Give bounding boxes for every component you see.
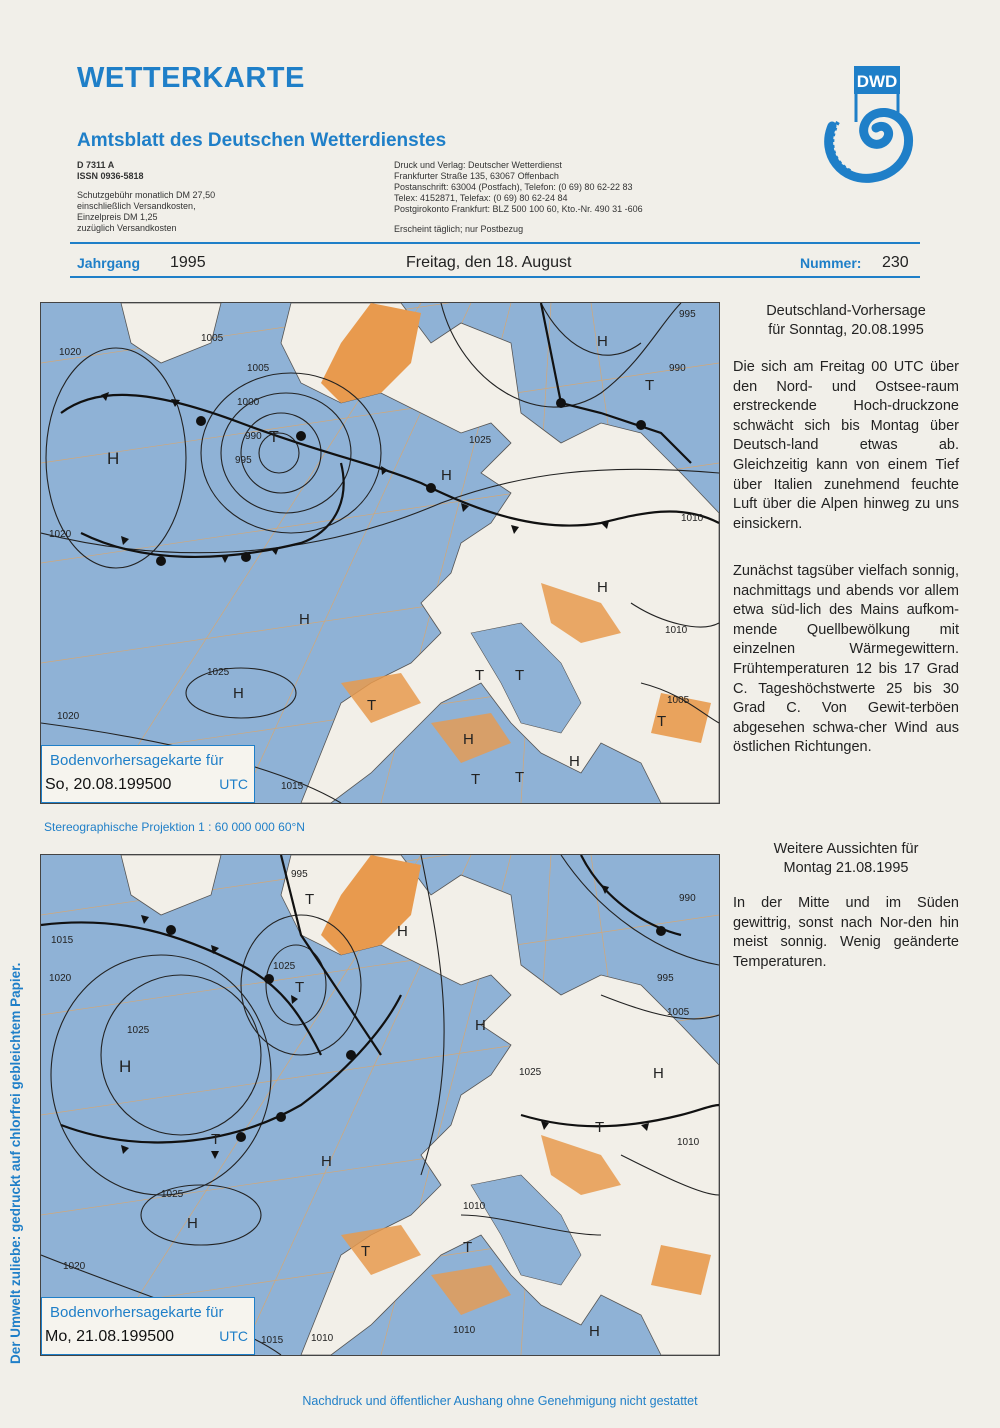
high-pressure-marker: H	[597, 579, 608, 596]
code-number: D 7311 A	[77, 160, 115, 170]
page-title: WETTERKARTE	[77, 62, 305, 94]
publisher-line: Frankfurter Straße 135, 63067 Offenbach	[394, 171, 559, 181]
isobar-label: 1005	[247, 363, 270, 374]
high-pressure-marker: H	[107, 449, 120, 468]
isobar-label: 1005	[667, 1007, 690, 1018]
isobar-label: 1010	[453, 1325, 476, 1336]
low-pressure-marker: T	[269, 429, 279, 446]
issue-date: Freitag, den 18. August	[406, 254, 572, 271]
map-caption-hour: 00	[153, 776, 172, 793]
high-pressure-marker: H	[441, 467, 452, 484]
high-pressure-marker: H	[397, 923, 408, 940]
nummer-value: 230	[882, 254, 909, 271]
map-caption-date	[45, 776, 171, 794]
isobar-label: 1015	[261, 1335, 284, 1346]
publisher-line: Telex: 4152871, Telefax: (0 69) 80 62-24 84	[394, 193, 568, 203]
map-caption-box	[41, 1297, 255, 1355]
isobar-label: 1010	[677, 1137, 700, 1148]
isobar-label: 995	[657, 973, 674, 984]
isobar-label: 1010	[665, 625, 688, 636]
isobar-label: 1020	[59, 347, 82, 358]
isobar-label: 1020	[63, 1261, 86, 1272]
nummer-label: Nummer:	[800, 255, 862, 271]
publisher-line: Postgirokonto Frankfurt: BLZ 500 100 60, Kto.-Nr. 490 31 -606	[394, 204, 643, 214]
low-pressure-marker: T	[475, 667, 485, 684]
forecast-heading	[733, 302, 959, 340]
isobar-label: 1025	[273, 961, 296, 972]
forecast-paragraph: Die sich am Freitag 00 UTC über den Nord- und Ostsee-raum erstreckende Hoch-druckzone schwächt sich bis Montag über Deutsch-land etwas ab. Gleichzeitig kann von einem Tief über Italien zunehmend feuchte Luft über die Alpen hinweg zu uns einsickern.	[733, 359, 959, 532]
low-pressure-marker: T	[463, 1239, 473, 1256]
high-pressure-marker: H	[597, 333, 608, 350]
isobar-label: 1025	[161, 1189, 184, 1200]
map-caption-title: Bodenvorhersagekarte für	[50, 752, 224, 769]
map-caption-date	[45, 1328, 174, 1346]
isobar-label: 1025	[207, 667, 230, 678]
header-rule	[70, 276, 920, 278]
isobar-label: 1015	[51, 935, 74, 946]
fee-line: einschließlich Versandkosten,	[77, 201, 196, 211]
isobar-label: 1010	[463, 1201, 486, 1212]
fee-line: zuzüglich Versandkosten	[77, 223, 177, 233]
low-pressure-marker: T	[305, 891, 315, 908]
low-pressure-marker: T	[367, 697, 377, 714]
high-pressure-marker: H	[233, 685, 244, 702]
dwd-logo	[812, 64, 920, 188]
isobar-label: 1005	[667, 695, 690, 706]
page-subtitle: Amtsblatt des Deutschen Wetterdienstes	[77, 130, 447, 151]
isobar-label: 1025	[127, 1025, 150, 1036]
outlook-paragraph: In der Mitte und im Süden gewittrig, sonst nach Nor-den hin meist sonnig. Wenig geänderte Temperaturen.	[733, 895, 959, 970]
fee-line: Einzelpreis DM 1,25	[77, 212, 158, 222]
low-pressure-marker: T	[657, 713, 667, 730]
forecast-paragraph: Zunächst tagsüber vielfach sonnig, nachmittags und abends vor allem etwa süd-lich des Mains aufkom-mende Quellbewölkung mit einzelnen Wärmegewittern. Frühtemperaturen 12 bis 17 Grad C. Tageshöchstwerte 25 bis 30 Grad C. Von Gewit-terböen abgesehen schwa-cher Wind aus östlichen Richtungen.	[733, 563, 959, 756]
map-caption-utc: UTC	[219, 776, 248, 792]
outlook-heading	[733, 840, 959, 878]
isobar-label: 990	[669, 363, 686, 374]
low-pressure-marker: T	[515, 769, 525, 786]
map-caption-title: Bodenvorhersagekarte für	[50, 1304, 224, 1321]
low-pressure-marker: T	[515, 667, 525, 684]
isobar-label: 1020	[49, 973, 72, 984]
map-caption-day: So, 20.08.1995	[45, 776, 154, 793]
projection-note: Stereographische Projektion 1 : 60 000 000 60°N	[44, 820, 305, 834]
high-pressure-marker: H	[653, 1065, 664, 1082]
jahrgang-value: 1995	[170, 254, 206, 271]
high-pressure-marker: H	[187, 1215, 198, 1232]
high-pressure-marker: H	[119, 1057, 132, 1076]
map-caption-box	[41, 745, 255, 803]
isobar-label: 1005	[201, 333, 224, 344]
fee-line: Schutzgebühr monatlich DM 27,50	[77, 190, 216, 200]
reprint-notice: Nachdruck und öffentlicher Aushang ohne Genehmigung nicht gestattet	[302, 1394, 698, 1408]
low-pressure-marker: T	[295, 979, 305, 996]
high-pressure-marker: H	[299, 611, 310, 628]
isobar-label: 990	[679, 893, 696, 904]
high-pressure-marker: H	[569, 753, 580, 770]
high-pressure-marker: H	[321, 1153, 332, 1170]
frequency-note: Erscheint täglich; nur Postbezug	[394, 224, 524, 234]
recycled-paper-note: Der Umwelt zuliebe: gedruckt auf chlorfrei gebleichtem Papier.	[8, 962, 23, 1364]
high-pressure-marker: H	[463, 731, 474, 748]
fee-info	[77, 190, 215, 234]
outlook-heading-line: Weitere Aussichten für	[773, 841, 919, 857]
low-pressure-marker: T	[361, 1243, 371, 1260]
isobar-label: 990	[245, 431, 262, 442]
isobar-label: 1025	[519, 1067, 542, 1078]
outlook-heading-line: Montag 21.08.1995	[783, 860, 909, 876]
isobar-label: 1020	[57, 711, 80, 722]
header-rule	[70, 242, 920, 244]
publisher-line: Postanschrift: 63004 (Postfach), Telefon: (0 69) 80 62-22 83	[394, 182, 633, 192]
low-pressure-marker: T	[211, 1131, 221, 1148]
isobar-label: 1015	[281, 781, 304, 792]
map-caption-day: Mo, 21.08.1995	[45, 1328, 157, 1345]
forecast-heading-line: für Sonntag, 20.08.1995	[768, 322, 924, 338]
forecast-heading-line: Deutschland-Vorhersage	[766, 303, 926, 319]
high-pressure-marker: H	[475, 1017, 486, 1034]
map-drawing	[41, 303, 719, 803]
forecast-map-monday	[40, 854, 720, 1356]
publication-codes	[77, 160, 144, 182]
forecast-map-sunday	[40, 302, 720, 804]
isobar-label: 995	[679, 309, 696, 320]
issn-number: ISSN 0936-5818	[77, 171, 144, 181]
logo-text: DWD	[856, 72, 898, 91]
isobar-label: 995	[235, 455, 252, 466]
low-pressure-marker: T	[471, 771, 481, 788]
isobar-label: 1025	[469, 435, 492, 446]
high-pressure-marker: H	[589, 1323, 600, 1340]
isobar-label: 1010	[311, 1333, 334, 1344]
map-caption-utc: UTC	[219, 1328, 248, 1344]
map-drawing	[41, 855, 719, 1355]
isobar-label: 1010	[681, 513, 704, 524]
isobar-label: 1020	[49, 529, 72, 540]
jahrgang-label: Jahrgang	[77, 255, 141, 271]
isobar-label: 995	[291, 869, 308, 880]
isobar-label: 1000	[237, 397, 260, 408]
map-caption-hour: 00	[156, 1328, 174, 1345]
low-pressure-marker: T	[595, 1119, 605, 1136]
publisher-info	[394, 160, 643, 215]
publisher-line: Druck und Verlag: Deutscher Wetterdienst	[394, 160, 562, 170]
low-pressure-marker: T	[645, 377, 655, 394]
